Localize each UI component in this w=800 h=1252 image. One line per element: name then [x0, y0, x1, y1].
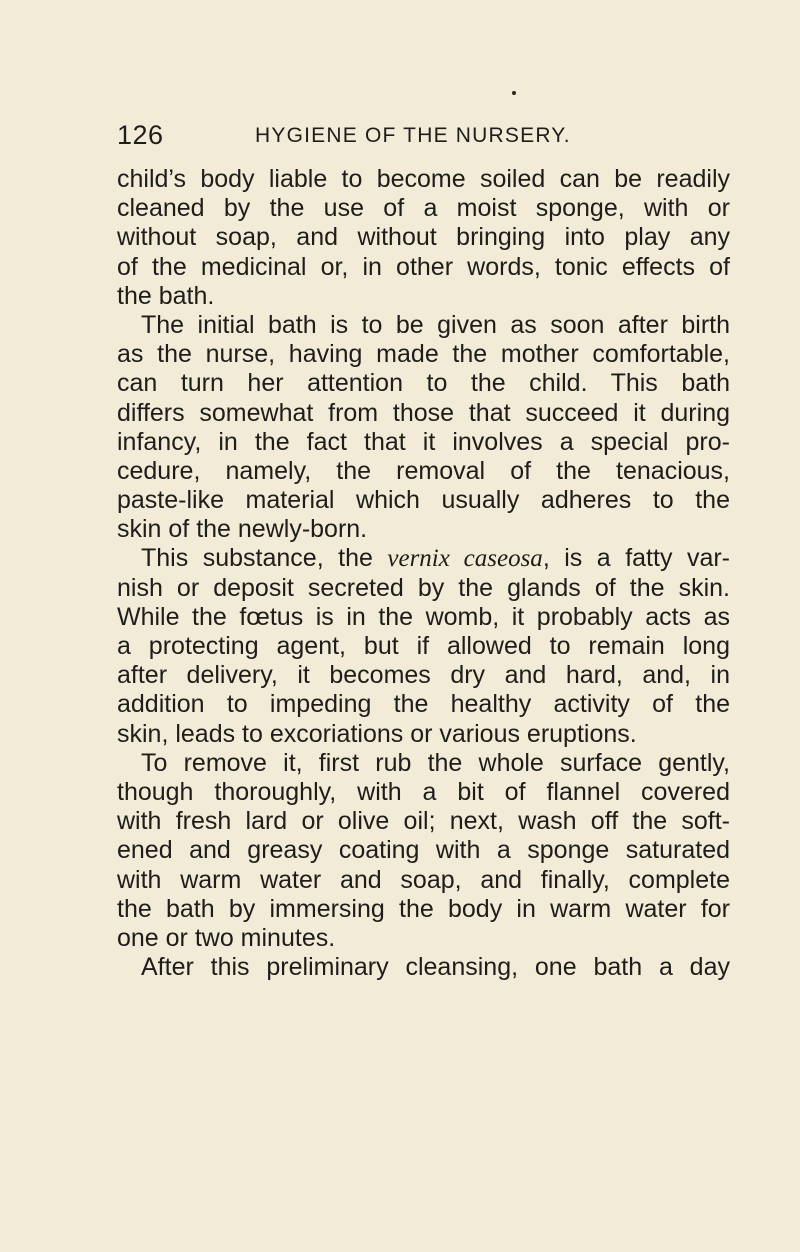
text-line: cedure, namely, the removal of the tenacious,	[117, 456, 730, 485]
text-segment: , is a fatty var-	[542, 544, 730, 573]
text-line: After this preliminary cleansing, one bath a day	[141, 953, 730, 982]
text-line: The initial bath is to be given as soon after birth	[141, 310, 730, 339]
text-line: While the fœtus is in the womb, it probably acts as	[117, 602, 730, 631]
text-line: without soap, and without bringing into play any	[117, 223, 730, 252]
text-line: ened and greasy coating with a sponge saturated	[117, 836, 730, 865]
text-line: To remove it, first rub the whole surface gently,	[141, 748, 730, 777]
text-line: paste-like material which usually adheres to the	[117, 486, 730, 515]
text-line: child’s body liable to become soiled can be readily	[117, 165, 730, 193]
text-line: nish or deposit secreted by the glands of the skin.	[117, 573, 730, 602]
text-line: as the nurse, having made the mother comfortable,	[117, 340, 730, 369]
text-line: skin, leads to excoriations or various eruptions.	[117, 719, 637, 748]
text-line	[117, 544, 730, 573]
text-line: the bath by immersing the body in warm water for	[117, 894, 730, 923]
text-line: addition to impeding the healthy activity of the	[117, 690, 730, 719]
text-line: after delivery, it becomes dry and hard, and, in	[117, 661, 730, 690]
text-line: though thoroughly, with a bit of flannel covered	[117, 777, 730, 806]
running-head: HYGIENE OF THE NURSERY.	[255, 124, 571, 147]
text-line: of the medicinal or, in other words, tonic effects of	[117, 252, 730, 281]
text-line: a protecting agent, but if allowed to remain long	[117, 632, 730, 660]
text-line: skin of the newly-born.	[117, 515, 368, 544]
page-header	[117, 120, 730, 150]
text-line: can turn her attention to the child. This bath	[117, 369, 730, 398]
text-line: differs somewhat from those that succeed it during	[117, 398, 730, 427]
body-text	[117, 165, 730, 982]
page-number: 126	[117, 120, 164, 150]
text-line: infancy, in the fact that it involves a special pro-	[117, 427, 730, 456]
text-line: cleaned by the use of a moist sponge, with or	[117, 194, 730, 223]
text-line: one or two minutes.	[117, 923, 336, 952]
text-line: with warm water and soap, and finally, complete	[117, 865, 730, 894]
text-segment: This substance, the	[141, 544, 388, 573]
text-line: the bath.	[117, 281, 215, 310]
printing-dot	[512, 91, 516, 95]
latin-term: vernix caseosa	[387, 545, 543, 573]
text-line: with fresh lard or olive oil; next, wash off the soft-	[117, 807, 730, 836]
